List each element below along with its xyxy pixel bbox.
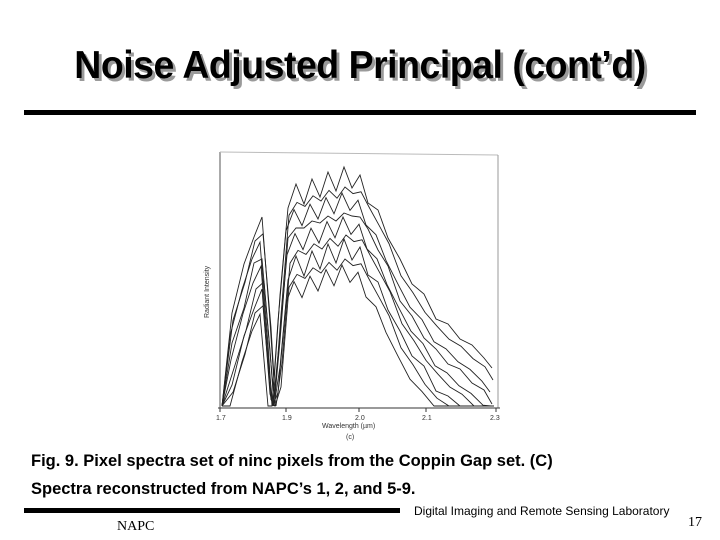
spectrum-curve <box>222 235 494 406</box>
footer-divider <box>24 508 400 513</box>
spectrum-curve <box>222 217 491 406</box>
x-tick-label-0: 1.7 <box>216 415 226 422</box>
spectra-curves <box>222 167 494 406</box>
footer-topic: NAPC <box>117 519 155 534</box>
title-divider <box>24 110 696 115</box>
x-tick-label-1: 1.9 <box>282 415 292 422</box>
y-axis-label: Radiant Intensity <box>204 265 211 318</box>
page-number: 17 <box>688 515 702 530</box>
footer-lab-name: Digital Imaging and Remote Sensing Laboratory <box>414 504 670 518</box>
caption-line-1: Fig. 9. Pixel spectra set of ninc pixels from the Coppin Gap set. (C) <box>31 452 553 470</box>
x-tick-marks <box>220 408 496 412</box>
x-tick-label-4: 2.3 <box>490 415 500 422</box>
slide-title: Noise Adjusted Principal (cont’d) <box>74 44 646 87</box>
plot-top-border <box>220 152 498 155</box>
figure-caption <box>31 447 691 503</box>
x-tick-label-3: 2.1 <box>422 415 432 422</box>
spectra-plot <box>196 150 508 442</box>
panel-label: (c) <box>346 434 355 441</box>
spectra-figure <box>196 150 508 442</box>
x-tick-label-2: 2.0 <box>355 415 365 422</box>
caption-line-2: Spectra reconstructed from NAPC’s 1, 2, and 5-9. <box>31 480 416 498</box>
x-axis-label: Wavelength (µm) <box>322 423 376 430</box>
